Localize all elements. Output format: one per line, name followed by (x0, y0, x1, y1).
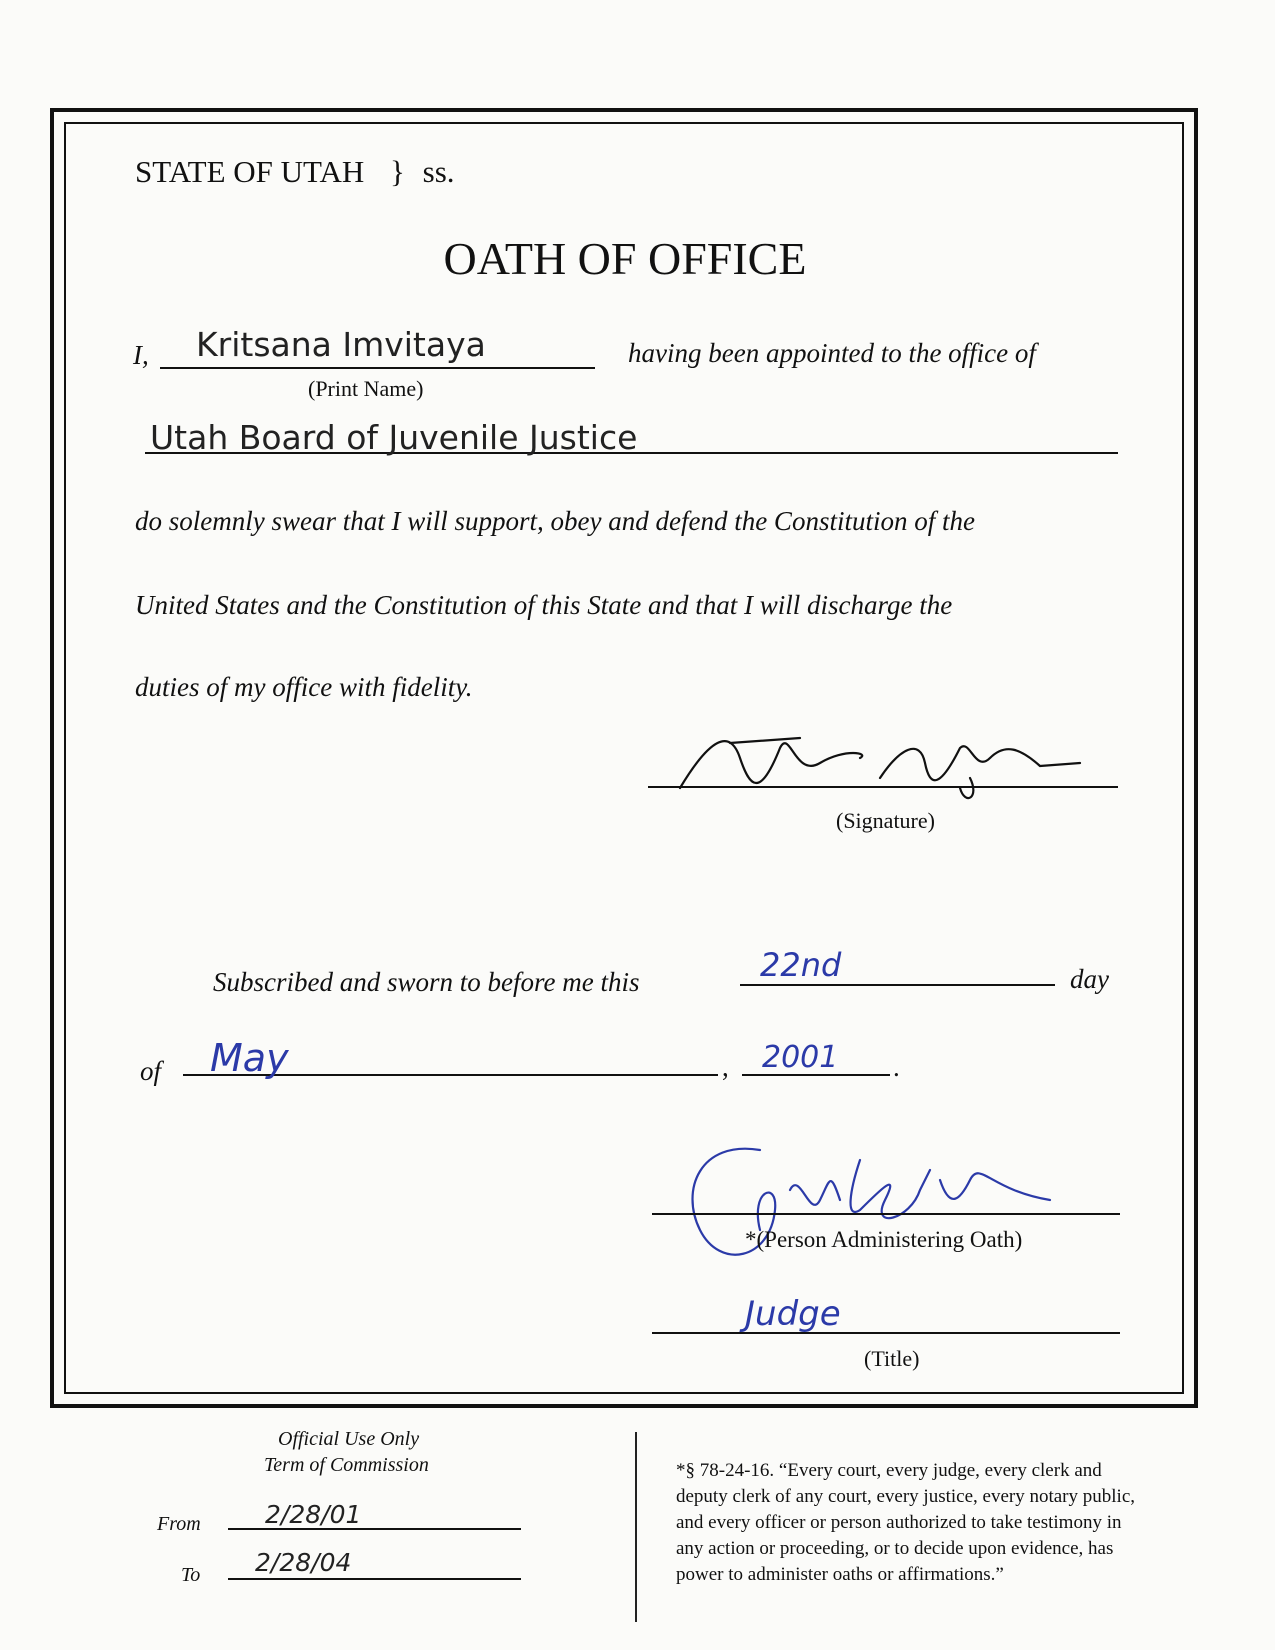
from-label: From (157, 1513, 201, 1535)
appointed-text: having been appointed to the office of (628, 338, 1036, 368)
signature-caption: (Signature) (836, 808, 935, 833)
title-rule (652, 1332, 1120, 1334)
year-value: 2001 (762, 1040, 839, 1075)
month-value: May (210, 1036, 289, 1080)
ss-label: ss. (422, 154, 455, 189)
oath-line-2: United States and the Constitution of this State and that I will discharge the (135, 590, 953, 620)
of-word: of (140, 1056, 162, 1086)
administrator-rule (652, 1213, 1120, 1215)
statute-line: power to administer oaths or affirmations.” (676, 1564, 1004, 1585)
name-rule (160, 367, 595, 369)
print-name-caption: (Print Name) (308, 376, 424, 401)
name-value: Kritsana Imvitaya (196, 325, 486, 364)
day-word: day (1070, 964, 1109, 994)
signature-scribble-icon (670, 718, 1090, 808)
statute-line: *§ 78-24-16. “Every court, every judge, every clerk and (676, 1460, 1102, 1481)
from-value: 2/28/01 (265, 1500, 362, 1529)
brace: } (390, 154, 405, 189)
to-rule (228, 1578, 521, 1580)
office-value: Utah Board of Juvenile Justice (150, 418, 638, 457)
comma-mark: , (722, 1052, 729, 1082)
oath-line-3: duties of my office with fidelity. (135, 672, 473, 702)
title-caption: (Title) (864, 1346, 920, 1371)
term-label: Term of Commission (264, 1454, 429, 1476)
official-use-label: Official Use Only (278, 1428, 420, 1450)
statute-line: deputy clerk of any court, every justice, every notary public, (676, 1486, 1135, 1507)
signature-rule (648, 786, 1118, 788)
title-value: Judge (745, 1294, 841, 1334)
subscribed-text: Subscribed and sworn to before me this (213, 967, 640, 997)
day-rule (740, 984, 1055, 986)
state-name: STATE OF UTAH (135, 154, 365, 189)
to-label: To (181, 1564, 201, 1586)
oath-line-1: do solemnly swear that I will support, obey and defend the Constitution of the (135, 506, 975, 536)
pronoun-label: I, (133, 340, 149, 370)
statute-line: any action or proceeding, or to decide upon evidence, has (676, 1538, 1114, 1559)
to-value: 2/28/04 (255, 1548, 352, 1577)
state-label (135, 154, 455, 190)
period-mark: . (893, 1052, 900, 1082)
page-title: OATH OF OFFICE (443, 233, 807, 284)
footer-divider (635, 1432, 637, 1622)
administrator-caption: *(Person Administering Oath) (745, 1227, 1023, 1252)
statute-block (676, 1458, 1135, 1588)
statute-line: and every officer or person authorized to take testimony in (676, 1512, 1122, 1533)
day-value: 22nd (760, 946, 842, 984)
